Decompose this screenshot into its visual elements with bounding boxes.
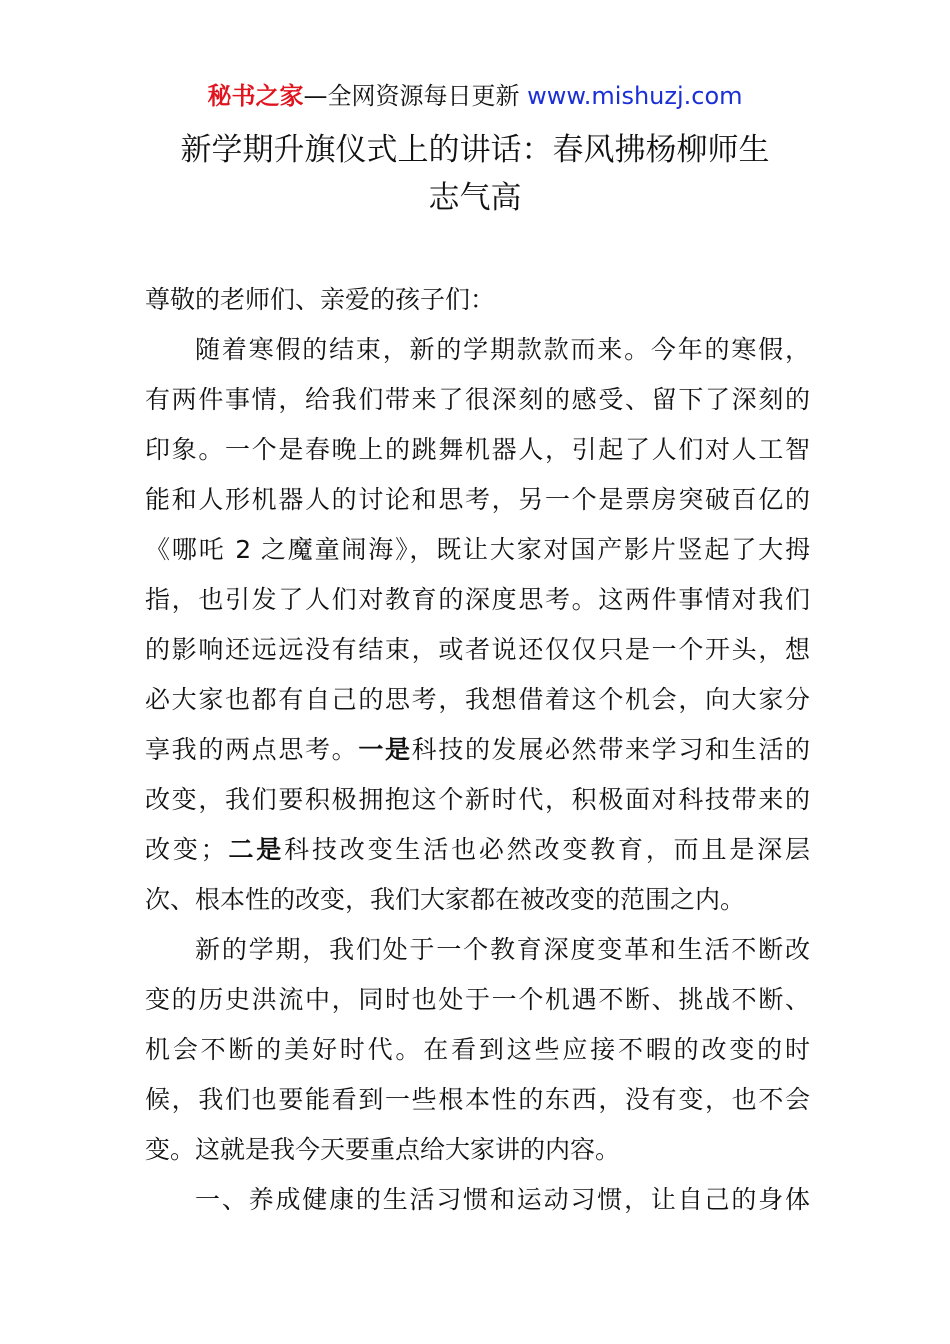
site-header xyxy=(0,80,950,112)
site-slogan: —全网资源每日更新 xyxy=(303,82,528,110)
paragraph-2-line-2: 变的历史洪流中，同时也处于一个机遇不断、挑战不断、 xyxy=(145,985,810,1014)
paragraph-1-line-12: 次、根本性的改变，我们大家都在被改变的范围之内。 xyxy=(145,885,746,914)
paragraph-2-line-4: 候，我们也要能看到一些根本性的东西，没有变，也不会 xyxy=(145,1085,810,1114)
paragraph-1-line-2: 有两件事情，给我们带来了很深刻的感受、留下了深刻的 xyxy=(145,385,810,414)
site-brand: 秘书之家 xyxy=(207,82,304,110)
paragraph-1-line-6: 指，也引发了人们对教育的深度思考。这两件事情对我们 xyxy=(145,585,810,614)
document-body xyxy=(145,275,810,1225)
title-line-2: 志气高 xyxy=(428,180,522,216)
paragraph-1-line-8: 必大家也都有自己的思考，我想借着这个机会，向大家分 xyxy=(145,685,810,714)
document-title xyxy=(0,126,950,222)
emphasis-first-point: 一是 xyxy=(358,735,412,764)
paragraph-1-line-3: 印象。一个是春晚上的跳舞机器人，引起了人们对人工智 xyxy=(145,435,810,464)
section-heading-1: 一、养成健康的生活习惯和运动习惯，让自己的身体 xyxy=(195,1185,810,1214)
paragraph-1-line-4: 能和人形机器人的讨论和思考，另一个是票房突破百亿的 xyxy=(145,485,810,514)
paragraph-1-line-5: 《哪吒 2 之魔童闹海》，既让大家对国产影片竖起了大拇 xyxy=(145,535,810,564)
title-line-1: 新学期升旗仪式上的讲话：春风拂杨柳师生 xyxy=(180,132,770,168)
emphasis-second-point: 二是 xyxy=(225,835,285,864)
paragraph-2-line-3: 机会不断的美好时代。在看到这些应接不暇的改变的时 xyxy=(145,1035,810,1064)
paragraph-1-line-7: 的影响还远远没有结束，或者说还仅仅只是一个开头，想 xyxy=(145,635,810,664)
paragraph-1-line-1: 随着寒假的结束，新的学期款款而来。今年的寒假， xyxy=(195,335,810,364)
text-segment: 改变； xyxy=(145,835,226,864)
paragraph-1-line-11 xyxy=(145,825,810,875)
paragraph-1-line-9 xyxy=(145,725,810,775)
paragraph-2-line-1: 新的学期，我们处于一个教育深度变革和生活不断改 xyxy=(195,935,810,964)
site-url-link[interactable]: www.mishuzj.com xyxy=(527,82,743,110)
text-segment: 科技的发展必然带来学习和生活的 xyxy=(411,735,810,764)
paragraph-1-line-10: 改变，我们要积极拥抱这个新时代，积极面对科技带来的 xyxy=(145,785,810,814)
text-segment: 科技改变生活也必然改变教育，而且是深层 xyxy=(284,835,810,864)
text-segment: 享我的两点思考。 xyxy=(145,735,359,764)
salutation: 尊敬的老师们、亲爱的孩子们： xyxy=(145,285,496,314)
paragraph-2-line-5: 变。这就是我今天要重点给大家讲的内容。 xyxy=(145,1135,621,1164)
